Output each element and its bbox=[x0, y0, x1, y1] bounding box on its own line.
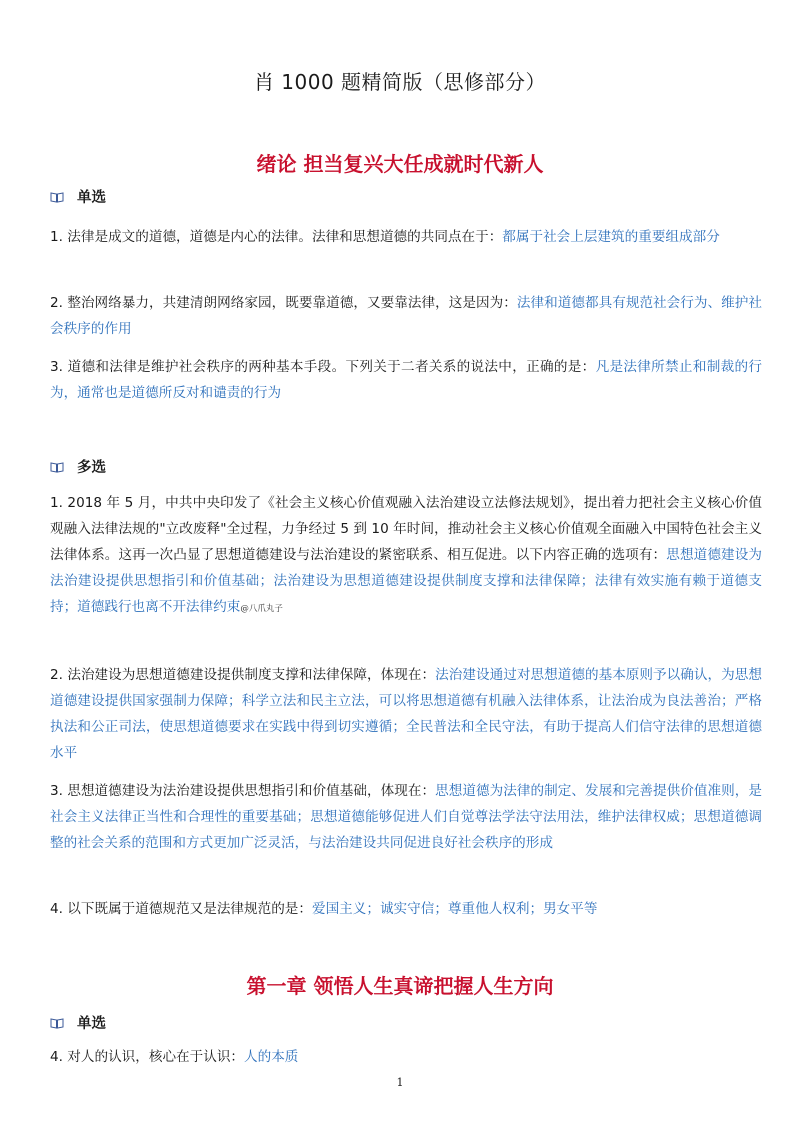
question-item bbox=[50, 662, 762, 766]
section-label: 多选 bbox=[77, 460, 106, 476]
question-item bbox=[50, 290, 762, 342]
answer-text: 凡是法律所禁止和制裁的行为，通常也是道德所反对和谴责的行为 bbox=[50, 359, 762, 401]
chapter-title-intro: 绪论 担当复兴大任成就时代新人 bbox=[256, 152, 544, 176]
page-number: 1 bbox=[396, 1076, 404, 1089]
answer-text: 爱国主义；诚实守信；尊重他人权利；男女平等 bbox=[311, 901, 598, 917]
question-item bbox=[50, 224, 762, 250]
answer-text: 人的本质 bbox=[244, 1049, 299, 1065]
question-text: 3. 思想道德建设为法治建设提供思想指引和价值基础，体现在： bbox=[50, 783, 436, 799]
section-heading-multi bbox=[50, 456, 106, 477]
answer-text: 思想道德建设为法治建设提供思想指引和价值基础；法治建设为思想道德建设提供制度支撑和法律保障；法律有效实施有赖于道德支持；道德践行也离不开法律约束 bbox=[50, 547, 763, 615]
question-item bbox=[50, 1044, 762, 1070]
answer-text: 法律和道德都具有规范社会行为、维护社会秩序的作用 bbox=[50, 295, 763, 337]
chapter-title-one: 第一章 领悟人生真谛把握人生方向 bbox=[246, 974, 554, 998]
question-item bbox=[50, 778, 762, 856]
open-book-icon bbox=[50, 1017, 64, 1029]
answer-text: 思想道德为法律的制定、发展和完善提供价值准则，是社会主义法律正当性和合理性的重要基础；思想道德能够促进人们自觉尊法学法守法用法，维护法律权威；思想道德调整的社会关系的范围和方式更加广泛灵活，与法治建设共同促进良好社会秩序的形成 bbox=[50, 783, 762, 851]
question-item bbox=[50, 490, 762, 622]
open-book-icon bbox=[50, 461, 64, 473]
question-text: 1. 法律是成文的道德，道德是内心的法律。法律和思想道德的共同点在于： bbox=[50, 229, 503, 245]
question-text: 4. 对人的认识，核心在于认识： bbox=[50, 1049, 245, 1065]
section-label: 单选 bbox=[77, 1016, 106, 1032]
answer-text: 法治建设通过对思想道德的基本原则予以确认，为思想道德建设提供国家强制力保障；科学立法和民主立法，可以将思想道德有机融入法律体系，让法治成为良法善治；严格执法和公正司法，使思想道德要求在实践中得到切实遵循；全民普法和全民守法，有助于提高人们信守法律的思想道德水平 bbox=[50, 667, 762, 761]
author-note: @八爪丸子 bbox=[240, 604, 283, 614]
answer-text: 都属于社会上层建筑的重要组成部分 bbox=[502, 229, 720, 245]
section-label: 单选 bbox=[77, 190, 106, 206]
question-item bbox=[50, 354, 762, 406]
question-text: 4. 以下既属于道德规范又是法律规范的是： bbox=[50, 901, 312, 917]
question-text: 1. 2018 年 5 月，中共中央印发了《社会主义核心价值观融入法治建设立法修法规划》，提出着力把社会主义核心价值观融入法律法规的"立改废释"全过程，力争经过 5 到 10 年时间，推动社会主义核心价值观全面融入中国特色社会主义法律体系。这再一次凸显了思想道德建设与法治建设的紧密联系、相互促进。以下内容正确的选项有： bbox=[50, 495, 762, 563]
question-text: 3. 道德和法律是维护社会秩序的两种基本手段。下列关于二者关系的说法中，正确的是： bbox=[50, 359, 596, 375]
open-book-icon bbox=[50, 191, 64, 203]
document-title: 肖 1000 题精简版（思修部分） bbox=[253, 70, 547, 94]
section-heading-single bbox=[50, 1012, 106, 1033]
question-text: 2. 整治网络暴力，共建清朗网络家园，既要靠道德，又要靠法律，这是因为： bbox=[50, 295, 517, 311]
question-text: 2. 法治建设为思想道德建设提供制度支撑和法律保障，体现在： bbox=[50, 667, 436, 683]
question-item bbox=[50, 896, 762, 922]
section-heading-single bbox=[50, 186, 106, 207]
